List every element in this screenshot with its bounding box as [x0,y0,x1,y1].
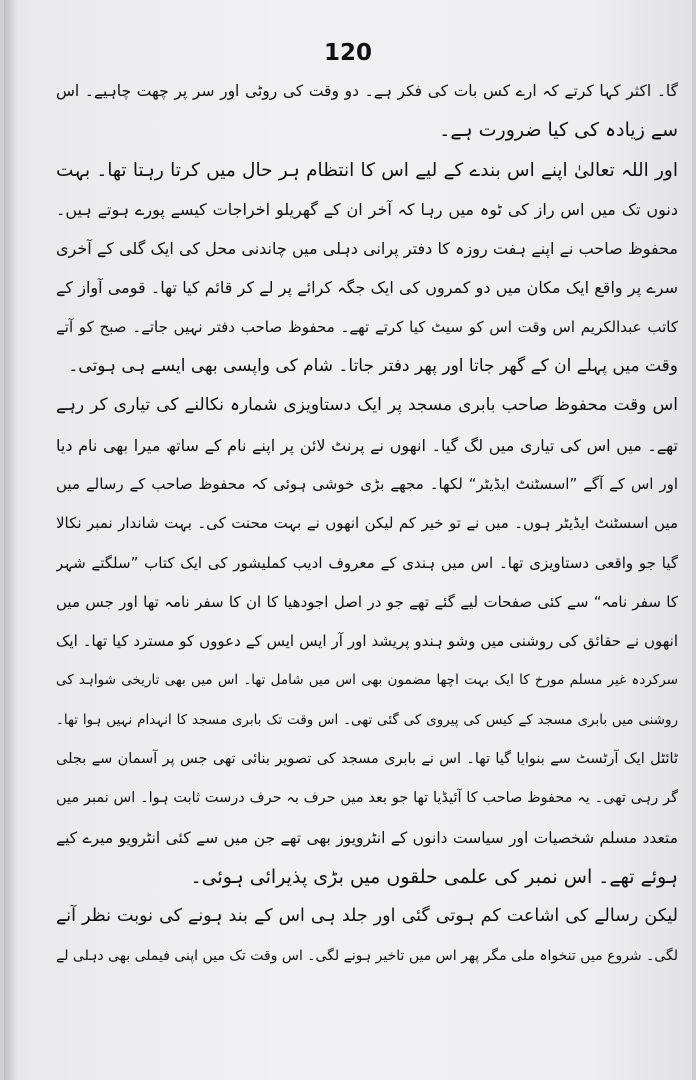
text-line: گا۔ اکثر کہا کرتے کہ ارے کس بات کی فکر ہے۔ دو وقت کی روٹی اور سر پر چھت چاہیے۔ اس [56,82,678,100]
text-line: ہوئے تھے۔ اس نمبر کی علمی حلقوں میں بڑی پذیرائی ہوئی۔ [190,865,678,888]
text-line: انھوں نے حقائق کی روشنی میں وشو ہندو پریشد اور آر ایس ایس کے دعووں کو مسترد کیا تھا۔ ایک [56,632,678,651]
text-line: لیکن رسالے کی اشاعت کم ہوتی گئی اور جلد ہی اس کے بند ہونے کی نوبت نظر آنے [56,906,678,927]
text-line: کا سفر نامہ“ سے کئی صفحات لیے گئے تھے جو در اصل اجودھیا کا ان کا سفر نامہ تھا اور جس میں [56,592,678,611]
book-page [4,0,692,1080]
text-line: اور اس کے آگے ”اسسٹنٹ ایڈیٹر“ لکھا۔ مجھے بڑی خوشی ہوئی کہ محفوظ صاحب کے رسالے میں [56,474,678,493]
text-line: سرکردہ غیر مسلم مورخ کا ایک بہت اچھا مضمون بھی اس میں شامل تھا۔ اس میں بھی تاریخی شواہد کی [56,672,678,689]
text-line: گیا جو واقعی دستاویزی تھا۔ اس میں ہندی کے معروف ادیب کملیشور کی ایک کتاب ”سلگتے شہر [56,553,678,572]
text-line: سرے پر واقع ایک مکان میں دو کمروں کی ایک جگہ کرائے پر لے کر قائم کیا تھا۔ قومی آواز کے [56,278,678,298]
text-line: گر رہی تھی۔ یہ محفوظ صاحب کا آئیڈیا تھا جو بعد میں حرف بہ حرف درست ثابت ہوا۔ اس نمبر میں [56,790,678,807]
text-line: روشنی میں بابری مسجد کے کیس کی پیروی کی گئی تھی۔ اس وقت تک بابری مسجد کا انہدام نہیں ہوا تھا۔ [56,711,678,728]
text-line: اور اللہ تعالیٰ اپنے اس بندے کے لیے اس کا انتظام ہر حال میں کرتا رہتا تھا۔ بہت [56,159,678,181]
text-line: لگی۔ شروع میں تنخواہ ملی مگر پھر اس میں تاخیر ہونے لگی۔ اس وقت تک میں اپنی فیملی بھی دہلی لے [56,947,678,964]
page-body-text [56,72,678,976]
page-number: 120 [323,40,372,66]
text-line: تھے۔ میں اس کی تیاری میں لگ گیا۔ انھوں نے پرنٹ لائن پر اپنے نام کے ساتھ میرا بھی نام دیا [56,435,678,455]
text-line: میں اسسٹنٹ ایڈیٹر ہوں۔ میں نے تو خیر کم لیکن انھوں نے بہت محنت کی۔ بہت شاندار نمبر نکالا [56,514,678,533]
text-line: ٹائٹل ایک آرٹسٹ سے بنوایا گیا تھا۔ اس نے بابری مسجد کی تصویر بنائی تھی جس پر آسمان سے بجلی [56,751,678,768]
text-line: اس وقت محفوظ صاحب بابری مسجد پر ایک دستاویزی شمارہ نکالنے کی تیاری کر رہے [56,395,678,416]
text-line: سے زیادہ کی کیا ضرورت ہے۔ [439,119,678,142]
text-line: وقت میں پہلے ان کے گھر جاتا اور پھر دفتر جاتا۔ شام کی واپسی بھی ایسے ہی ہوتی۔ [68,356,678,377]
text-line: محفوظ صاحب نے اپنے ہفت روزہ کا دفتر پرانی دہلی میں چاندنی محل کی ایک گلی کے آخری [56,239,678,259]
text-line: دنوں تک میں اس راز کی ٹوہ میں رہا کہ آخر ان کے گھریلو اخراجات کیسے پورے ہوتے ہیں۔ [56,199,678,219]
text-line: کاتب عبدالکریم اس وقت اس کو سیٹ کیا کرتے تھے۔ محفوظ صاحب دفتر نہیں جاتے۔ صبح کو آتے [56,317,678,336]
text-line: متعدد مسلم شخصیات اور سیاست دانوں کے انٹرویوز بھی تھے جن میں سے کئی انٹرویو میرے کیے [56,828,678,847]
